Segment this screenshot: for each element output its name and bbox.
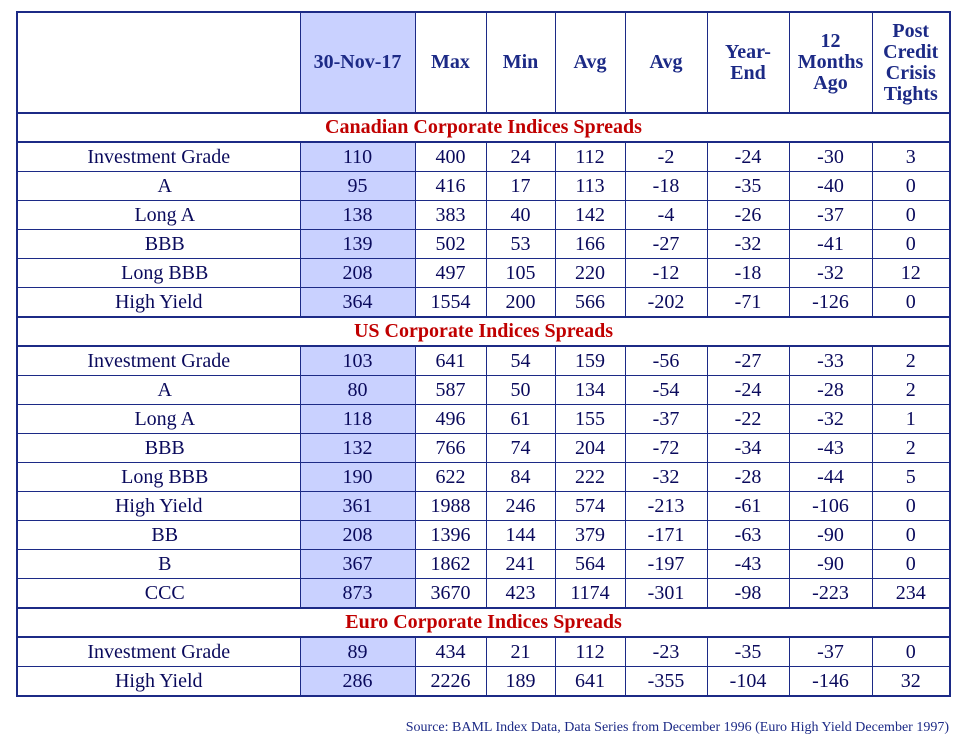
table-row [17, 405, 950, 434]
table-cell: 379 [555, 521, 625, 550]
table-row [17, 201, 950, 230]
table-cell: 1988 [415, 492, 486, 521]
table-cell: 416 [415, 172, 486, 201]
table-cell: -202 [625, 288, 707, 318]
table-cell: 12 [872, 259, 950, 288]
table-cell: -32 [789, 259, 872, 288]
table-cell: 54 [486, 346, 555, 376]
table-cell: 166 [555, 230, 625, 259]
table-row [17, 346, 950, 376]
table-cell: 155 [555, 405, 625, 434]
row-label: Long BBB [17, 463, 300, 492]
table-cell: -28 [789, 376, 872, 405]
table-cell: -27 [625, 230, 707, 259]
row-label: Investment Grade [17, 346, 300, 376]
table-cell: 74 [486, 434, 555, 463]
column-header: 30-Nov-17 [300, 12, 415, 113]
table-row [17, 434, 950, 463]
table-row [17, 637, 950, 667]
table-cell: 159 [555, 346, 625, 376]
table-cell: -223 [789, 579, 872, 609]
row-label: High Yield [17, 288, 300, 318]
table-cell: 641 [415, 346, 486, 376]
table-cell: 0 [872, 550, 950, 579]
table-cell: -98 [707, 579, 789, 609]
table-cell: 241 [486, 550, 555, 579]
table-cell: -4 [625, 201, 707, 230]
table-cell: 0 [872, 492, 950, 521]
column-header: Post Credit Crisis Tights [872, 12, 950, 113]
table-row [17, 172, 950, 201]
table-cell: -126 [789, 288, 872, 318]
table-cell: 383 [415, 201, 486, 230]
row-label: Long BBB [17, 259, 300, 288]
table-cell: -301 [625, 579, 707, 609]
table-cell: -18 [707, 259, 789, 288]
table-row [17, 492, 950, 521]
section-header-row [17, 113, 950, 142]
table-cell: 1 [872, 405, 950, 434]
row-label: A [17, 172, 300, 201]
row-label: BBB [17, 230, 300, 259]
table-cell: 110 [300, 142, 415, 172]
table-cell: -22 [707, 405, 789, 434]
table-cell: -35 [707, 172, 789, 201]
table-cell: 0 [872, 230, 950, 259]
table-cell: -90 [789, 521, 872, 550]
table-cell: -37 [625, 405, 707, 434]
table-cell: -27 [707, 346, 789, 376]
table-cell: -2 [625, 142, 707, 172]
table-cell: -30 [789, 142, 872, 172]
table-cell: 220 [555, 259, 625, 288]
table-cell: 2 [872, 346, 950, 376]
table-cell: -197 [625, 550, 707, 579]
table-cell: 423 [486, 579, 555, 609]
table-cell: 112 [555, 142, 625, 172]
table-cell: 0 [872, 201, 950, 230]
table-cell: 118 [300, 405, 415, 434]
table-cell: -213 [625, 492, 707, 521]
table-cell: 400 [415, 142, 486, 172]
table-cell: 32 [872, 667, 950, 697]
table-cell: -32 [707, 230, 789, 259]
table-cell: -24 [707, 376, 789, 405]
table-cell: 1174 [555, 579, 625, 609]
table-row [17, 259, 950, 288]
table-row [17, 288, 950, 318]
table-row [17, 550, 950, 579]
header-row [17, 12, 950, 113]
table-cell: 1396 [415, 521, 486, 550]
table-cell: -18 [625, 172, 707, 201]
table-cell: -90 [789, 550, 872, 579]
table-cell: 0 [872, 637, 950, 667]
table-cell: 587 [415, 376, 486, 405]
table-cell: 0 [872, 172, 950, 201]
row-label: Long A [17, 405, 300, 434]
table-cell: 61 [486, 405, 555, 434]
table-cell: 873 [300, 579, 415, 609]
section-header-row [17, 317, 950, 346]
table-cell: 367 [300, 550, 415, 579]
table-cell: -40 [789, 172, 872, 201]
table-cell: 3 [872, 142, 950, 172]
row-label: High Yield [17, 667, 300, 697]
table-cell: 113 [555, 172, 625, 201]
table-cell: 17 [486, 172, 555, 201]
table-cell: -33 [789, 346, 872, 376]
table-cell: 190 [300, 463, 415, 492]
table-cell: 246 [486, 492, 555, 521]
row-label: High Yield [17, 492, 300, 521]
table-cell: 84 [486, 463, 555, 492]
table-cell: -41 [789, 230, 872, 259]
table-cell: -146 [789, 667, 872, 697]
table-cell: 566 [555, 288, 625, 318]
section-title: Euro Corporate Indices Spreads [17, 608, 950, 637]
table-cell: -104 [707, 667, 789, 697]
row-label: Investment Grade [17, 142, 300, 172]
table-cell: 1862 [415, 550, 486, 579]
table-cell: 105 [486, 259, 555, 288]
table-cell: 0 [872, 521, 950, 550]
table-cell: -24 [707, 142, 789, 172]
table-cell: 234 [872, 579, 950, 609]
table-cell: -61 [707, 492, 789, 521]
row-label: BBB [17, 434, 300, 463]
row-label: B [17, 550, 300, 579]
column-header: Min [486, 12, 555, 113]
table-cell: 200 [486, 288, 555, 318]
table-cell: 2 [872, 434, 950, 463]
table-cell: 574 [555, 492, 625, 521]
table-cell: 208 [300, 521, 415, 550]
table-cell: -44 [789, 463, 872, 492]
table-cell: 0 [872, 288, 950, 318]
table-cell: 142 [555, 201, 625, 230]
table-cell: -43 [789, 434, 872, 463]
row-label: Long A [17, 201, 300, 230]
table-cell: 50 [486, 376, 555, 405]
table-cell: 641 [555, 667, 625, 697]
table-cell: 204 [555, 434, 625, 463]
table-cell: 144 [486, 521, 555, 550]
table-row [17, 142, 950, 172]
table-cell: 502 [415, 230, 486, 259]
section-title: US Corporate Indices Spreads [17, 317, 950, 346]
table-cell: -32 [789, 405, 872, 434]
table-cell: -355 [625, 667, 707, 697]
table-cell: 222 [555, 463, 625, 492]
table-cell: 24 [486, 142, 555, 172]
table-body [17, 12, 950, 696]
table-cell: -56 [625, 346, 707, 376]
table-cell: 53 [486, 230, 555, 259]
table-cell: 361 [300, 492, 415, 521]
column-header: Year- End [707, 12, 789, 113]
column-header: Avg [555, 12, 625, 113]
table-cell: -63 [707, 521, 789, 550]
table-cell: 496 [415, 405, 486, 434]
table-cell: -37 [789, 637, 872, 667]
table-row [17, 579, 950, 609]
table-cell: -106 [789, 492, 872, 521]
table-cell: 2226 [415, 667, 486, 697]
table-row [17, 521, 950, 550]
table-cell: -43 [707, 550, 789, 579]
table-cell: 95 [300, 172, 415, 201]
header-corner-cell [17, 12, 300, 113]
table-cell: 766 [415, 434, 486, 463]
table-row [17, 376, 950, 405]
table-cell: 286 [300, 667, 415, 697]
table-cell: 80 [300, 376, 415, 405]
table-cell: -34 [707, 434, 789, 463]
spreads-table-container [16, 11, 949, 697]
row-label: A [17, 376, 300, 405]
table-cell: 134 [555, 376, 625, 405]
table-row [17, 463, 950, 492]
column-header: 12 Months Ago [789, 12, 872, 113]
table-cell: 564 [555, 550, 625, 579]
section-title: Canadian Corporate Indices Spreads [17, 113, 950, 142]
row-label: CCC [17, 579, 300, 609]
table-cell: 138 [300, 201, 415, 230]
column-header: Max [415, 12, 486, 113]
table-cell: 103 [300, 346, 415, 376]
table-cell: 2 [872, 376, 950, 405]
table-cell: -71 [707, 288, 789, 318]
section-header-row [17, 608, 950, 637]
table-cell: 1554 [415, 288, 486, 318]
column-header: Avg [625, 12, 707, 113]
table-cell: 497 [415, 259, 486, 288]
table-cell: -32 [625, 463, 707, 492]
table-cell: 112 [555, 637, 625, 667]
table-cell: -35 [707, 637, 789, 667]
table-cell: 208 [300, 259, 415, 288]
table-cell: -23 [625, 637, 707, 667]
table-cell: -26 [707, 201, 789, 230]
table-cell: 622 [415, 463, 486, 492]
table-cell: -28 [707, 463, 789, 492]
table-cell: 40 [486, 201, 555, 230]
row-label: Investment Grade [17, 637, 300, 667]
table-cell: -72 [625, 434, 707, 463]
table-cell: 89 [300, 637, 415, 667]
table-cell: -37 [789, 201, 872, 230]
table-cell: 139 [300, 230, 415, 259]
table-cell: 21 [486, 637, 555, 667]
table-cell: 3670 [415, 579, 486, 609]
table-cell: -171 [625, 521, 707, 550]
table-cell: -54 [625, 376, 707, 405]
table-cell: -12 [625, 259, 707, 288]
table-row [17, 230, 950, 259]
table-cell: 434 [415, 637, 486, 667]
table-cell: 5 [872, 463, 950, 492]
table-cell: 132 [300, 434, 415, 463]
row-label: BB [17, 521, 300, 550]
table-cell: 364 [300, 288, 415, 318]
table-cell: 189 [486, 667, 555, 697]
source-note: Source: BAML Index Data, Data Series from December 1996 (Euro High Yield December 1997) [405, 720, 949, 735]
table-row [17, 667, 950, 697]
spreads-table [16, 11, 951, 697]
